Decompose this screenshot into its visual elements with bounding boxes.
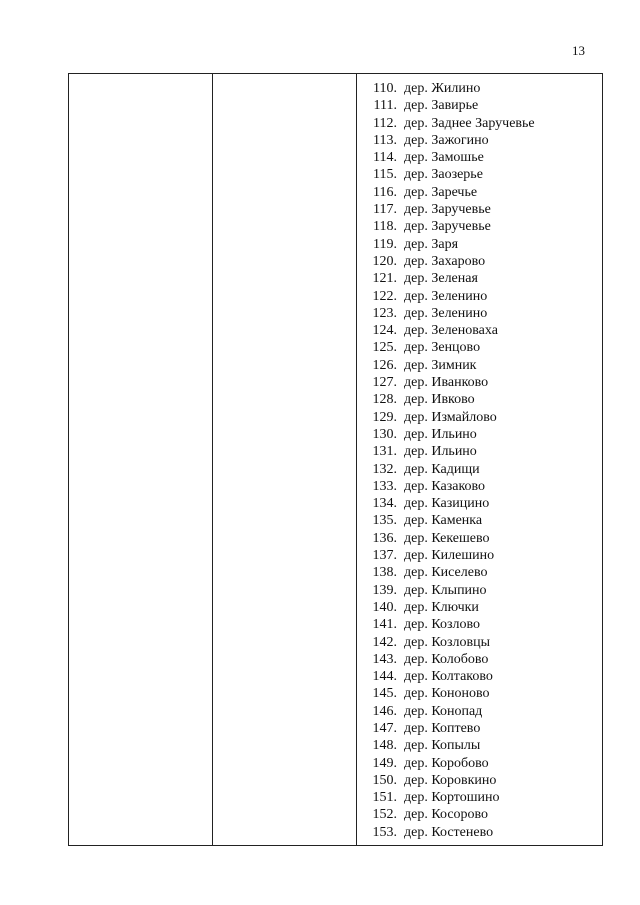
item-name: дер. Замошье <box>404 150 484 166</box>
item-name: дер. Зеленино <box>404 288 488 304</box>
item-number: 134. <box>372 496 397 512</box>
item-number: 115. <box>373 167 397 183</box>
item-name: дер. Кекешево <box>404 530 490 546</box>
item-number: 142. <box>372 634 397 650</box>
item-number: 117. <box>373 202 397 218</box>
list-item <box>359 564 599 581</box>
list-item <box>359 512 599 529</box>
item-number: 139. <box>372 582 397 598</box>
list-item <box>359 339 599 356</box>
list-item <box>359 322 599 339</box>
list-item <box>359 166 599 183</box>
item-name: дер. Зеленино <box>404 305 488 321</box>
item-number: 150. <box>372 772 397 788</box>
item-number: 144. <box>372 669 397 685</box>
item-name: дер. Каменка <box>404 513 483 529</box>
item-name: дер. Копылы <box>404 738 481 754</box>
item-number: 143. <box>372 651 397 667</box>
item-name: дер. Зеленая <box>404 271 478 287</box>
item-number: 152. <box>372 807 397 823</box>
item-number: 131. <box>372 444 397 460</box>
list-item <box>359 80 599 97</box>
item-number: 153. <box>372 824 397 840</box>
list-item <box>359 582 599 599</box>
item-number: 151. <box>372 790 397 806</box>
list-item <box>359 616 599 633</box>
item-number: 110. <box>373 81 397 96</box>
item-name: дер. Козловцы <box>404 634 491 650</box>
list-item <box>359 236 599 253</box>
item-number: 146. <box>372 703 397 719</box>
page-number: 13 <box>572 43 585 58</box>
list-item <box>359 253 599 270</box>
list-item <box>359 357 599 374</box>
item-number: 141. <box>372 617 397 633</box>
item-number: 135. <box>372 513 397 529</box>
item-name: дер. Колобово <box>404 651 489 667</box>
item-number: 126. <box>372 357 397 373</box>
item-number: 136. <box>372 530 397 546</box>
item-name: дер. Килешино <box>404 548 495 564</box>
list-item <box>359 426 599 443</box>
item-name: дер. Костенево <box>404 824 494 840</box>
list-item <box>359 305 599 322</box>
list-item <box>359 132 599 149</box>
item-name: дер. Заречье <box>404 184 478 200</box>
item-number: 122. <box>372 288 397 304</box>
item-name: дер. Заозерье <box>404 167 483 183</box>
list-item <box>359 391 599 408</box>
item-number: 137. <box>372 548 397 564</box>
item-number: 138. <box>372 565 397 581</box>
item-name: дер. Кортошино <box>404 790 500 806</box>
item-number: 119. <box>373 236 397 252</box>
list-item <box>359 685 599 702</box>
item-name: дер. Измайлово <box>404 409 497 425</box>
list-item <box>359 288 599 305</box>
item-name: дер. Киселево <box>404 565 488 581</box>
item-number: 120. <box>372 253 397 269</box>
item-name: дер. Казицино <box>404 496 490 512</box>
item-number: 112. <box>373 115 397 131</box>
item-name: дер. Коптево <box>404 720 481 736</box>
list-item <box>359 270 599 287</box>
item-name: дер. Жилино <box>404 81 481 96</box>
item-name: дер. Зеленоваха <box>404 323 498 339</box>
item-name: дер. Иванково <box>404 375 489 391</box>
item-number: 129. <box>372 409 397 425</box>
document-table <box>68 73 603 846</box>
item-name: дер. Козлово <box>404 617 481 633</box>
item-name: дер. Заручевье <box>404 202 491 218</box>
item-name: дер. Зажогино <box>404 132 489 148</box>
list-item <box>359 115 599 132</box>
list-item <box>359 547 599 564</box>
item-name: дер. Ивково <box>404 392 475 408</box>
item-name: дер. Зенцово <box>404 340 481 356</box>
item-name: дер. Захарово <box>404 253 486 269</box>
item-number: 123. <box>372 305 397 321</box>
list-item <box>359 720 599 737</box>
list-item <box>359 374 599 391</box>
list-item <box>359 201 599 218</box>
item-name: дер. Заря <box>404 236 459 252</box>
item-number: 149. <box>372 755 397 771</box>
item-number: 118. <box>373 219 397 235</box>
item-number: 132. <box>372 461 397 477</box>
item-name: дер. Конопад <box>404 703 483 719</box>
list-item <box>359 703 599 720</box>
item-name: дер. Коробово <box>404 755 489 771</box>
list-item <box>359 409 599 426</box>
item-name: дер. Коровкино <box>404 772 497 788</box>
list-item <box>359 599 599 616</box>
item-number: 125. <box>372 340 397 356</box>
item-number: 145. <box>372 686 397 702</box>
item-name: дер. Ильино <box>404 426 477 442</box>
list-item <box>359 461 599 478</box>
item-number: 140. <box>372 599 397 615</box>
column-divider-2 <box>356 74 357 845</box>
list-item <box>359 668 599 685</box>
item-number: 113. <box>373 132 397 148</box>
item-name: дер. Завирье <box>404 98 479 114</box>
item-number: 147. <box>372 720 397 736</box>
list-item <box>359 634 599 651</box>
item-number: 127. <box>372 375 397 391</box>
village-list <box>359 80 599 841</box>
item-name: дер. Кононово <box>404 686 490 702</box>
item-number: 114. <box>373 150 397 166</box>
item-number: 124. <box>372 323 397 339</box>
list-item <box>359 184 599 201</box>
list-item <box>359 806 599 823</box>
item-name: дер. Зимник <box>404 357 477 373</box>
item-name: дер. Ключки <box>404 599 479 615</box>
item-number: 116. <box>373 184 397 200</box>
item-name: дер. Кадищи <box>404 461 480 477</box>
list-item <box>359 737 599 754</box>
item-name: дер. Косорово <box>404 807 489 823</box>
list-item <box>359 218 599 235</box>
item-number: 148. <box>372 738 397 754</box>
item-number: 133. <box>372 478 397 494</box>
item-number: 111. <box>373 98 397 114</box>
column-divider-1 <box>212 74 213 845</box>
item-number: 121. <box>372 271 397 287</box>
item-number: 128. <box>372 392 397 408</box>
list-item <box>359 651 599 668</box>
item-name: дер. Ильино <box>404 444 477 460</box>
list-item <box>359 789 599 806</box>
list-item <box>359 495 599 512</box>
list-item <box>359 149 599 166</box>
list-item <box>359 824 599 841</box>
item-name: дер. Казаково <box>404 478 486 494</box>
item-name: дер. Колтаково <box>404 669 493 685</box>
list-item <box>359 530 599 547</box>
item-number: 130. <box>372 426 397 442</box>
item-name: дер. Клыпино <box>404 582 487 598</box>
list-item <box>359 443 599 460</box>
list-item <box>359 772 599 789</box>
item-name: дер. Заднее Заручевье <box>404 115 535 131</box>
list-item <box>359 755 599 772</box>
item-name: дер. Заручевье <box>404 219 491 235</box>
list-item <box>359 478 599 495</box>
list-item <box>359 97 599 114</box>
